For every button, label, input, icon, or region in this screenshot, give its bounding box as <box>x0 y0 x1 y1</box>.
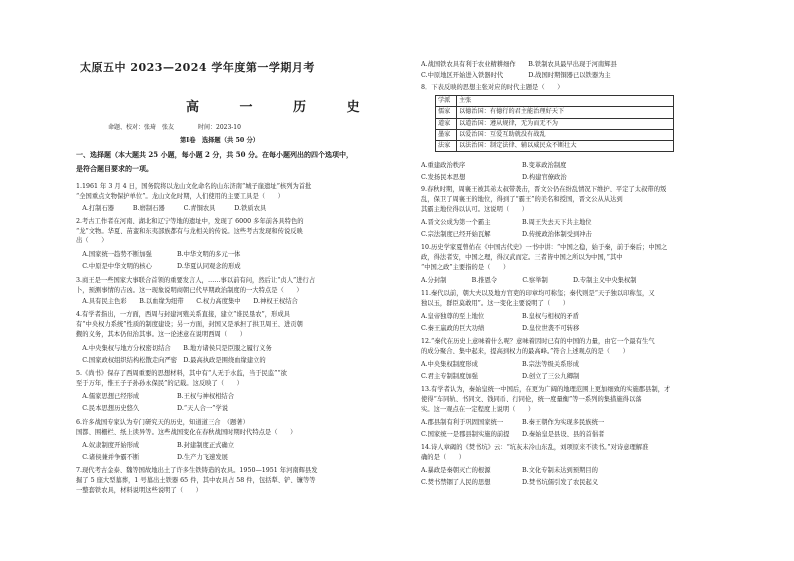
question-line: 觐的义务，其本仍但治其事。这一论述意在说明西周（ ） <box>76 331 247 338</box>
table-header: 主张 <box>457 96 674 107</box>
option-line: A.具有民主色彩 B.以血缘为纽带 C.权力高度集中 D.神权王权结合 <box>76 298 298 305</box>
question-line: 其霸主地位得以认可。这说明（ ） <box>421 206 529 213</box>
table-cell: 以道治国：遵从规律，无为而无不为 <box>457 118 674 129</box>
option-line: C.宗法制度已经开始瓦解 D.传统政治体制受到冲击 <box>421 231 592 238</box>
question-line: “全国重点文物保护单位”。龙山文化时期，人们使用的主要工具是（ ） <box>76 192 284 200</box>
table-row <box>436 118 674 129</box>
question-line: 实。这一观点在一定程度上说明（ ） <box>421 406 535 413</box>
question-line: 14.诗人章碣的《焚书坑》云：“坑灰未冷山东乱，刘项原来不读书。”对诗意理解准 <box>421 444 649 451</box>
option-line: A.重建政治秩序 B.变革政治制度 <box>421 162 567 169</box>
option-line: C.秦王嬴政的巨大功绩 D.皇位世袭不可转移 <box>421 325 580 332</box>
option-line: C.民本思想历史悠久 D.“天人合一”学说 <box>76 405 229 412</box>
option-line: A.打制石器 B.磨制石器 C.青铜农具 D.铁质农具 <box>76 205 267 212</box>
question-line: 12.“秦代在历史上意味着什么呢？意味着因时已有的中国的力量，由它一个最有生气 <box>421 338 655 345</box>
question-line: 掘了 5 座大型墓葬，1 号墓出土铁器 65 件，其中农具占 58 件，包括犁、铲、镰等等 <box>76 477 316 484</box>
question-line: 确的是（ ） <box>421 454 466 461</box>
table-cell: 以法治国：制定法律、辅以威民众不断壮大 <box>457 141 674 152</box>
school-thought-table <box>435 95 674 152</box>
question-line: 6.许多战国专家认为专门研究天的历史，知道道三合 （题著） <box>76 419 249 426</box>
question-line: 至于万年，惟王子子孙孙永保民”的记载。这反映了（ ） <box>76 380 243 387</box>
section-instruction: 是符合题目要求的一项。 <box>76 164 153 173</box>
table-cell: 儒家 <box>436 107 457 118</box>
question-line: 8．下表反映的思想主张对应的时代主题是（ ） <box>421 84 564 91</box>
option-line: A.郡县制有利于巩固国家统一 B.秦王朝作为实现多民族统一 <box>421 419 605 426</box>
question-line: 13.有学者认为，秦始皇统一中国后，在更为广阔的地理范围上更加细致的实施郡县制，才 <box>421 386 671 393</box>
section-instruction: 一、选择题（本大题共 25 小题，每小题 2 分，共 50 分。在每小题列出的四个选项中， <box>76 150 353 159</box>
option-line: A.中央集权制度形成 B.宗法等级关系形成 <box>421 361 580 368</box>
table-cell: 道家 <box>436 118 457 129</box>
option-line: A.儒家思想已经形成 B.王权与神权相结合 <box>76 393 235 400</box>
option-line: C.君主专制制度加强 D.创立了三公九卿制 <box>421 373 580 380</box>
question-line: 5.《尚书》保存了西周重要的思想材料，其中有“人无于水监，当于民监”“欲 <box>76 370 287 377</box>
question-line: 11.秦代以前，朝大夫以及地方官吏的印章均可称玺；秦代则是“天子独以印称玺，又 <box>421 290 655 297</box>
question-line: 使得“车同轨、书同文、钱同币、行同伦，统一度量衡”等一系列的集措施得以落 <box>421 396 642 403</box>
option-line: A.奴隶制度开始形成 B.封建制度正式确立 <box>76 442 235 449</box>
question-line: 1.1961 年 3 月 4 日，国务院将以龙山文化命名的山东济南“城子崖遗址”核列为首批 <box>76 183 312 190</box>
question-line: 政，得法者安，中国之理，得汉武而定。三者皆中国之所以为中国，”其中 <box>421 254 623 261</box>
table-cell: 以德治国：有德行的君主能治理好天下 <box>457 107 674 118</box>
option-line: A.暴政是秦朝灭亡的根源 B.文化专制未达到预期目的 <box>421 467 598 474</box>
question-line: 3.商王是一些国家大事联合首领的重要发言人，……事以前有问，然后让“贞人”进行占 <box>76 277 316 284</box>
table-header: 学派 <box>436 96 457 107</box>
table-cell: 以爱治国：互爱互助就没有战乱 <box>457 129 674 140</box>
table-row <box>436 141 674 152</box>
table-row <box>436 107 674 118</box>
question-line: 一整套铁农具，材料说明这些说明了（ ） <box>76 487 202 494</box>
table-cell: 墨家 <box>436 129 457 140</box>
table-row <box>436 129 674 140</box>
question-line: 7.现代考古金泰、魏等国故地出土了许多生铁铸造的农具。1950—1951 年河南辉县发 <box>76 467 318 474</box>
right-column <box>421 0 721 561</box>
option-line: C.焚书禁锢了人民的思想 D.焚书坑儒引发了农民起义 <box>421 479 599 486</box>
option-line: C.诸侯兼并争霸不断 D.生产力飞速发展 <box>76 454 228 461</box>
option-line: A.晋文公成为第一个霸主 B.周王失去天下共主地位 <box>421 219 592 226</box>
option-line: C.国家政权组织结构松散走向严密 D.最高执政是围绕血缘建立的 <box>76 357 266 364</box>
question-line: 9.春秋时期，周襄王被其弟太叔带袭击，晋文公仍在纷乱情况下维护、平定了太叔带的叛 <box>421 186 667 193</box>
option-line: C.发扬民本思想 D.构建官僚政治 <box>421 174 567 181</box>
part-heading: 第Ⅰ卷 选择题（共 50 分） <box>180 137 260 144</box>
option-line: A.战国铁农具有利于农业精耕细作 B.铁制农具最早出现于河南辉县 <box>421 61 617 68</box>
option-line: A.中央集权与地方分权密切结合 B.地方诸侯只是臣服之履行义务 <box>76 345 272 352</box>
question-line: 出（ ） <box>76 237 108 244</box>
option-line: A.分封制 B.推恩令 C.察举制 D.专制主义中央集权制 <box>421 277 637 284</box>
question-line: 独以玉，群臣莫敢用”。这一变化主要说明了（ ） <box>421 300 570 307</box>
option-line: A.皇帝独尊的至上地位 B.皇权与相权的矛盾 <box>421 313 580 320</box>
option-line: C.中原地区开始进入铁器时代 D.战国时期铜器已以铁器为主 <box>421 72 611 79</box>
subject-heading: 高 一 历 史 <box>186 100 378 115</box>
table-cell: 法家 <box>436 141 457 152</box>
left-column <box>76 0 394 561</box>
option-line: C.中原是中华文明的核心 D.华夏认同观念的形成 <box>76 263 241 270</box>
question-line: 国都、围栅栏、纸上读异等。这些战国变化在春秋战国时期时代特点是（ ） <box>76 429 297 436</box>
question-line: 乱，保卫了周襄王的地位，得到了“霸王”的美名和授国，晋文公从从达到 <box>421 196 623 203</box>
question-line: 4.有学者指出，一方面，西周与封建河殖关系直接，建立“谁民垦农”，形成具 <box>76 311 290 318</box>
question-line: “龙”文物。华夏、苗蛮和东夷部族都有与龙相关的传说。这些考古发现和传说反映 <box>76 227 303 235</box>
question-line: 的成分聚合、集中起来，提高到权力的最高峰。”符合上述观点的是（ ） <box>421 348 629 355</box>
table-header-row <box>436 96 674 107</box>
question-line: 2.考古工作者在河南、湖北和辽宁等地的遗址中，发现了 6000 多年前各具特色的 <box>76 218 304 225</box>
option-line: C.国家统一是郡县制实施的前提 D.秦始皇是县设、县的首倡者 <box>421 431 605 438</box>
question-line: “中国之政”主要指的是（ ） <box>421 264 510 271</box>
question-line: 有“中央权力系统”性质的制度建设；另一方面，封国又是承担了拱卫周王、进贡朝 <box>76 321 303 328</box>
question-line: 卜，预测事情的吉凶。这一现象说明商朝已代早期政治制度的一大特点是（ ） <box>76 286 303 294</box>
exam-title: 太原五中 2023—2024 学年度第一学期月考 <box>80 61 315 74</box>
option-line: A.国家统一趋势不断加强 B.中华文明的多元一体 <box>76 251 241 258</box>
question-line: 10.历史学家夏曾佑在《中国古代史》一书中讲：“中国之稳，始于秦，前于秦后；中国之 <box>421 244 668 251</box>
author-time-line: 命题、校对：张琦 张友 时间：2023-10 <box>108 124 241 131</box>
